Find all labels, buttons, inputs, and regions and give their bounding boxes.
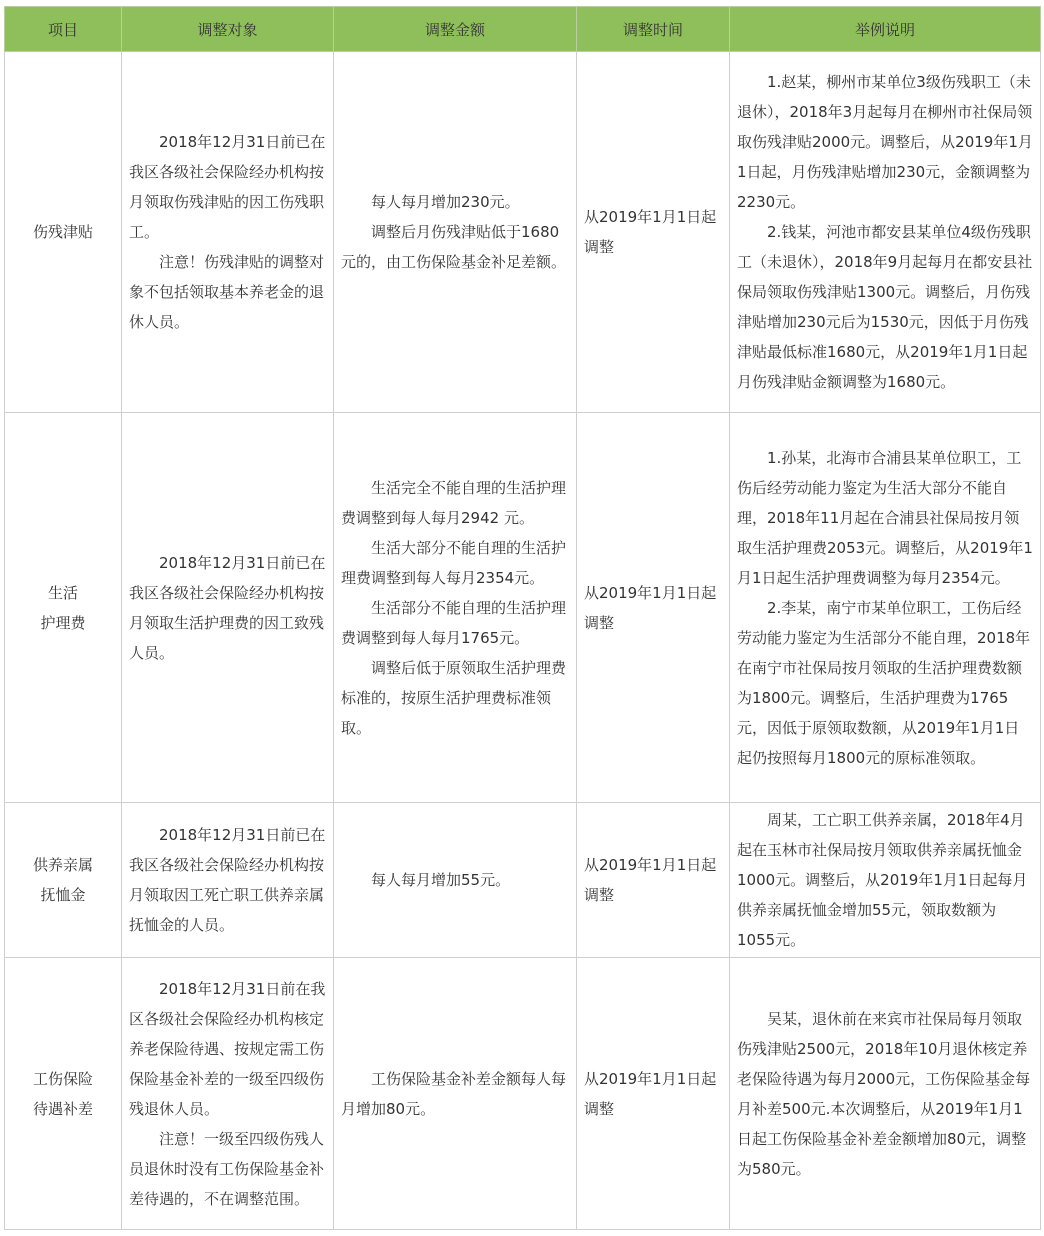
table-row — [5, 958, 1041, 1230]
header-time: 调整时间 — [577, 7, 730, 52]
header-amount: 调整金额 — [334, 7, 577, 52]
row-example-cell — [730, 52, 1041, 413]
row-item-cell — [5, 413, 122, 803]
adjustment-table — [4, 6, 1041, 1230]
example-text: 1.孙某，北海市合浦县某单位职工，工伤后经劳动能力鉴定为生活大部分不能自理，2018年11月起在合浦县社保局按月领取生活护理费2053元。调整后，从2019年1月1日起生活护理费调整为每月2354元。 — [737, 448, 1033, 587]
row-example-cell — [730, 413, 1041, 803]
amount-text: 每人每月增加55元。 — [371, 871, 511, 889]
amount-text: 每人每月增加230元。 — [371, 193, 520, 211]
header-example: 举例说明 — [730, 7, 1041, 52]
example-text: 2.钱某，河池市都安县某单位4级伤残职工（未退休），2018年9月起每月在都安县社保局领取伤残津贴1300元。调整后，月伤残津贴增加230元后为1530元，因低于月伤残津贴最低标准1680元，从2019年1月1日起月伤残津贴金额调整为1680元。 — [737, 223, 1033, 391]
target-note: 注意！伤残津贴的调整对象不包括领取基本养老金的退休人员。 — [129, 253, 325, 331]
example-text: 吴某，退休前在来宾市社保局每月领取伤残津贴2500元，2018年10月退休核定养老保险待遇为每月2000元，工伤保险基金每月补差500元.本次调整后，从2019年1月1日起工伤保险基金补差金额增加80元，调整为580元。 — [737, 1009, 1031, 1178]
header-item: 项目 — [5, 7, 122, 52]
time-text: 从2019年1月1日起调整 — [584, 1069, 717, 1118]
table-row — [5, 52, 1041, 413]
row-example-cell — [730, 958, 1041, 1230]
row-amount-cell — [334, 958, 577, 1230]
example-text: 1.赵某，柳州市某单位3级伤残职工（未退休），2018年3月起每月在柳州市社保局领取伤残津贴2000元。调整后，从2019年1月1日起，月伤残津贴增加230元，金额调整为2230元。 — [737, 73, 1033, 211]
header-target: 调整对象 — [122, 7, 334, 52]
row-time-cell — [577, 958, 730, 1230]
time-text: 从2019年1月1日起调整 — [584, 583, 717, 632]
row-item-cell — [5, 803, 122, 958]
row-item-cell — [5, 958, 122, 1230]
table-row — [5, 413, 1041, 803]
row-time-cell — [577, 52, 730, 413]
header-row — [5, 7, 1041, 52]
row-amount-cell — [334, 52, 577, 413]
row-item-cell — [5, 52, 122, 413]
target-note: 注意！一级至四级伤残人员退休时没有工伤保险基金补差待遇的，不在调整范围。 — [129, 1129, 325, 1208]
item-label: 抚恤金 — [40, 886, 86, 904]
row-time-cell — [577, 413, 730, 803]
row-target-cell — [122, 958, 334, 1230]
table-row — [5, 803, 1041, 958]
target-text: 2018年12月31日前已在我区各级社会保险经办机构按月领取生活护理费的因工致残人员。 — [129, 553, 326, 662]
item-label: 供养亲属 — [32, 856, 93, 874]
item-label: 工伤保险 — [32, 1069, 93, 1088]
amount-text: 工伤保险基金补差金额每人每月增加80元。 — [341, 1069, 567, 1118]
example-text: 周某，工亡职工供养亲属，2018年4月起在玉林市社保局按月领取供养亲属抚恤金1000元。调整后，从2019年1月1日起每月供养亲属抚恤金增加55元，领取数额为1055元。 — [737, 811, 1028, 949]
amount-text: 生活部分不能自理的生活护理费调整到每人每月1765元。 — [341, 598, 567, 647]
target-text: 2018年12月31日前在我区各级社会保险经办机构核定养老保险待遇、按规定需工伤保险基金补差的一级至四级伤残退休人员。 — [129, 979, 326, 1118]
row-target-cell — [122, 413, 334, 803]
amount-text: 生活完全不能自理的生活护理费调整到每人每月2942 元。 — [341, 478, 567, 527]
item-label: 伤残津贴 — [32, 223, 93, 241]
item-label: 生活 — [47, 583, 78, 602]
row-amount-cell — [334, 803, 577, 958]
row-example-cell — [730, 803, 1041, 958]
item-label: 护理费 — [40, 613, 86, 632]
row-target-cell — [122, 52, 334, 413]
time-text: 从2019年1月1日起调整 — [584, 856, 717, 904]
example-text: 2.李某，南宁市某单位职工，工伤后经劳动能力鉴定为生活部分不能自理，2018年在南宁市社保局按月领取的生活护理费数额为1800元。调整后，生活护理费为1765元，因低于原领取数额，从2019年1月1日起仍按照每月1800元的原标准领取。 — [737, 598, 1031, 767]
row-time-cell — [577, 803, 730, 958]
target-text: 2018年12月31日前已在我区各级社会保险经办机构按月领取因工死亡职工供养亲属抚恤金的人员。 — [129, 826, 326, 934]
amount-text: 调整后低于原领取生活护理费标准的，按原生活护理费标准领取。 — [341, 658, 567, 737]
item-label: 待遇补差 — [32, 1099, 93, 1118]
row-amount-cell — [334, 413, 577, 803]
amount-text: 调整后月伤残津贴低于1680元的，由工伤保险基金补足差额。 — [341, 223, 567, 271]
row-target-cell — [122, 803, 334, 958]
time-text: 从2019年1月1日起调整 — [584, 208, 717, 256]
target-text: 2018年12月31日前已在我区各级社会保险经办机构按月领取伤残津贴的因工伤残职工。 — [129, 133, 326, 241]
amount-text: 生活大部分不能自理的生活护理费调整到每人每月2354元。 — [341, 538, 567, 587]
